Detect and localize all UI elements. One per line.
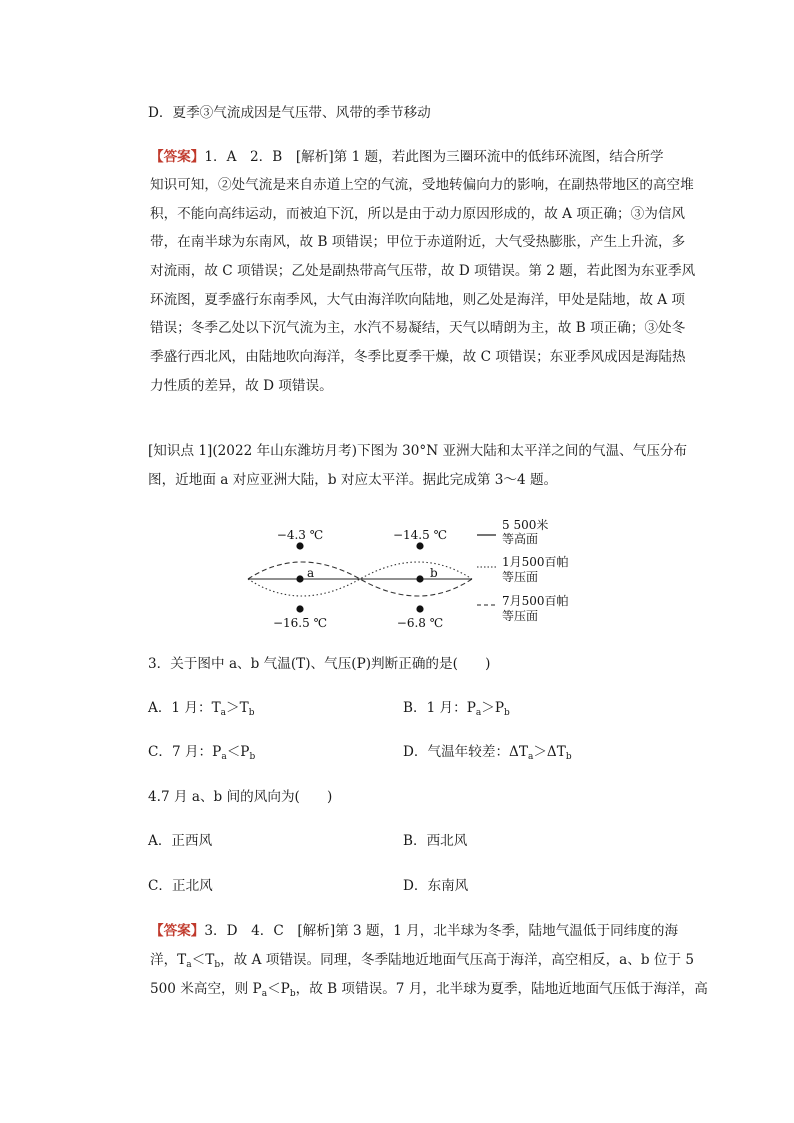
q3-stem: 3．关于图中 a、b 气温(T)、气压(P)判断正确的是( ) [148, 656, 491, 672]
prev-option-d: D．夏季③气流成因是气压带、风带的季节移动 [148, 105, 431, 121]
point-b-dot [416, 575, 423, 582]
q4-stem: 4.7 月 a、b 间的风向为( ) [148, 789, 333, 805]
answer-2-tag: 【答案】 [150, 923, 205, 939]
q3-option-b: B．1 月：$P_a>P_b$ [403, 700, 510, 718]
temp-bottom-left: −16.5 ℃ [272, 616, 328, 630]
legend-3-line-2: 等压面 [502, 609, 539, 623]
answer-2-line-1: 【答案】3．D 4．C [解析]第 3 题，1 月，北半球为冬季，陆地气温低于同纬度的海 [150, 923, 679, 939]
answer-1-text: 1．A 2．B [解析]第 1 题，若此图为三圈环流中的低纬环流图，结合所学 [204, 149, 664, 165]
q4-option-c: C．正北风 [148, 878, 213, 894]
answer-1-line-6: 环流图，夏季盛行东南季风，大气由海洋吹向陆地，则乙处是海洋，甲处是陆地，故 A 项 [150, 292, 686, 308]
q4-option-d: D．东南风 [403, 878, 469, 894]
pressure-temperature-diagram [240, 515, 600, 635]
q3-option-c: C．7 月：$P_a<P_b$ [148, 744, 256, 762]
answer-1-line-5: 对流雨，故 C 项错误；乙处是副热带高气压带，故 D 项错误。第 2 题，若此图为东亚季风 [150, 263, 696, 279]
legend-1-line-1: 5 500米 [502, 518, 549, 532]
answer-1-line-4: 带，在南半球为东南风，故 B 项错误；甲位于赤道附近，大气受热膨胀，产生上升流，多 [150, 234, 686, 250]
legend-3-line-1: 7月500百帕 [502, 594, 569, 608]
q3-option-d: D．气温年较差：$\Delta T_a>\Delta T_b$ [403, 744, 572, 762]
temp-top-right: −14.5 ℃ [392, 528, 448, 542]
temp-top-left: −4.3 ℃ [276, 528, 324, 542]
legend-2-line-1: 1月500百帕 [502, 555, 569, 569]
q4-option-a: A．正西风 [148, 833, 213, 849]
q4-option-b: B．西北风 [403, 833, 468, 849]
bottom-right-dot [416, 605, 423, 612]
answer-1-line-2: 知识可知，②处气流是来自赤道上空的气流，受地转偏向力的影响，在副热带地区的高空堆 [150, 177, 694, 193]
answer-1-line-9: 力性质的差异，故 D 项错误。 [150, 378, 333, 394]
answer-1-line-3: 积，不能向高纬运动，而被迫下沉，所以是由于动力原因形成的，故 A 项正确；③为信风 [150, 206, 686, 222]
top-left-dot [296, 542, 303, 549]
answer-1-line-1 [150, 147, 664, 167]
label-b: b [430, 566, 438, 580]
q3-option-a: A．1 月：$T_a>T_b$ [148, 700, 255, 718]
intro-line-2: 图，近地面 a 对应亚洲大陆，b 对应太平洋。据此完成第 3～4 题。 [148, 472, 558, 488]
answer-1-line-8: 季盛行西北风，由陆地吹向海洋，冬季比夏季干燥，故 C 项错误；东亚季风成因是海陆热 [150, 349, 686, 365]
answer-tag: 【答案】 [150, 149, 205, 165]
legend-1-line-2: 等高面 [502, 532, 539, 546]
answer-1-line-7: 错误；冬季乙处以下沉气流为主，水汽不易凝结，天气以晴朗为主，故 B 项正确；③处冬 [150, 320, 686, 336]
legend-2-line-2: 等压面 [502, 570, 539, 584]
top-right-dot [416, 542, 423, 549]
answer-2-line-2: 洋，$T_a<T_b$，故 A 项错误。同理，冬季陆地近地面气压高于海洋，高空相反，a、b 位于 5 [150, 952, 695, 970]
label-a: a [307, 566, 315, 580]
point-a-dot [296, 575, 303, 582]
bottom-left-dot [296, 605, 303, 612]
temp-bottom-right: −6.8 ℃ [396, 616, 444, 630]
answer-2-line-3: 500 米高空，则 $P_a<P_b$，故 B 项错误。7 月，北半球为夏季，陆地近地面气压低于海洋，高 [150, 981, 708, 999]
intro-line-1: [知识点 1](2022 年山东潍坊月考)下图为 30°N 亚洲大陆和太平洋之间的气温、气压分布 [148, 443, 688, 459]
